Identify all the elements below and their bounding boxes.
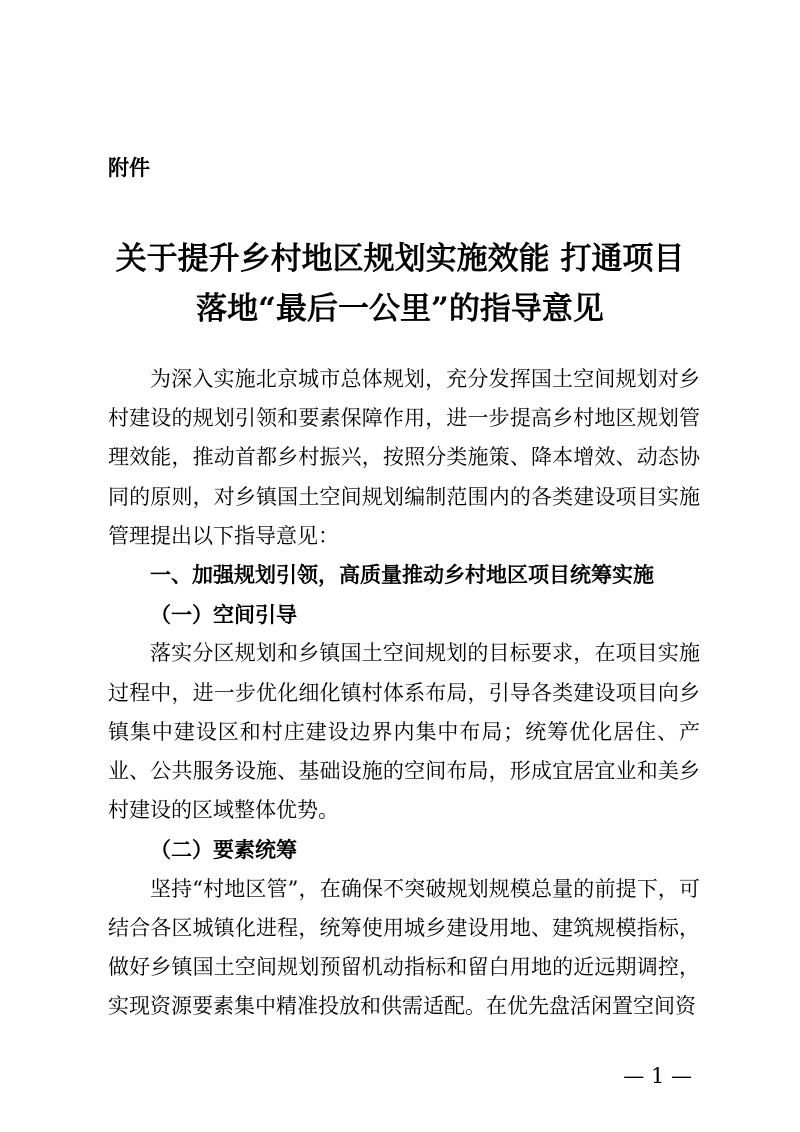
page-number: — 1 — bbox=[623, 1064, 692, 1088]
title-line-2: 落地“最后一公里”的指导意见 bbox=[196, 291, 604, 327]
attachment-label: 附件 bbox=[108, 156, 150, 180]
intro-paragraph: 为深入实施北京城市总体规划，充分发挥国土空间规划对乡村建设的规划引领和要素保障作用，进一步提高乡村地区规划管理效能，推动首都乡村振兴，按照分类施策、降本增效、动态协同的原则，对乡镇国土空间规划编制范围内的各类建设项目实施管理提出以下指导意见： bbox=[108, 367, 700, 548]
title-line-1: 关于提升乡村地区规划实施效能 打通项目 bbox=[115, 241, 685, 277]
document-title bbox=[100, 234, 700, 334]
subsection-paragraph-1: 落实分区规划和乡镇国土空间规划的目标要求，在项目实施过程中，进一步优化细化镇村体系布局，引导各类建设项目向乡镇集中建设区和村庄建设边界内集中布局；统筹优化居住、产业、公共服务设施、基础设施的空间布局，形成宜居宜业和美乡村建设的区域整体优势。 bbox=[108, 641, 700, 823]
document-body bbox=[108, 360, 700, 1026]
section-heading-1: 一、加强规划引领，高质量推动乡村地区项目统筹实施 bbox=[150, 563, 654, 588]
subsection-heading-2: （二）要素统筹 bbox=[150, 837, 297, 863]
subsection-heading-1: （一）空间引导 bbox=[150, 602, 297, 628]
subsection-paragraph-2: 坚持“村地区管”，在确保不突破规划规模总量的前提下，可结合各区城镇化进程，统筹使用城乡建设用地、建筑规模指标，做好乡镇国土空间规划预留机动指标和留白用地的近远期调控，实现资源要素集中精准投放和供需适配。在优先盘活闲置空间资 bbox=[108, 876, 700, 1019]
